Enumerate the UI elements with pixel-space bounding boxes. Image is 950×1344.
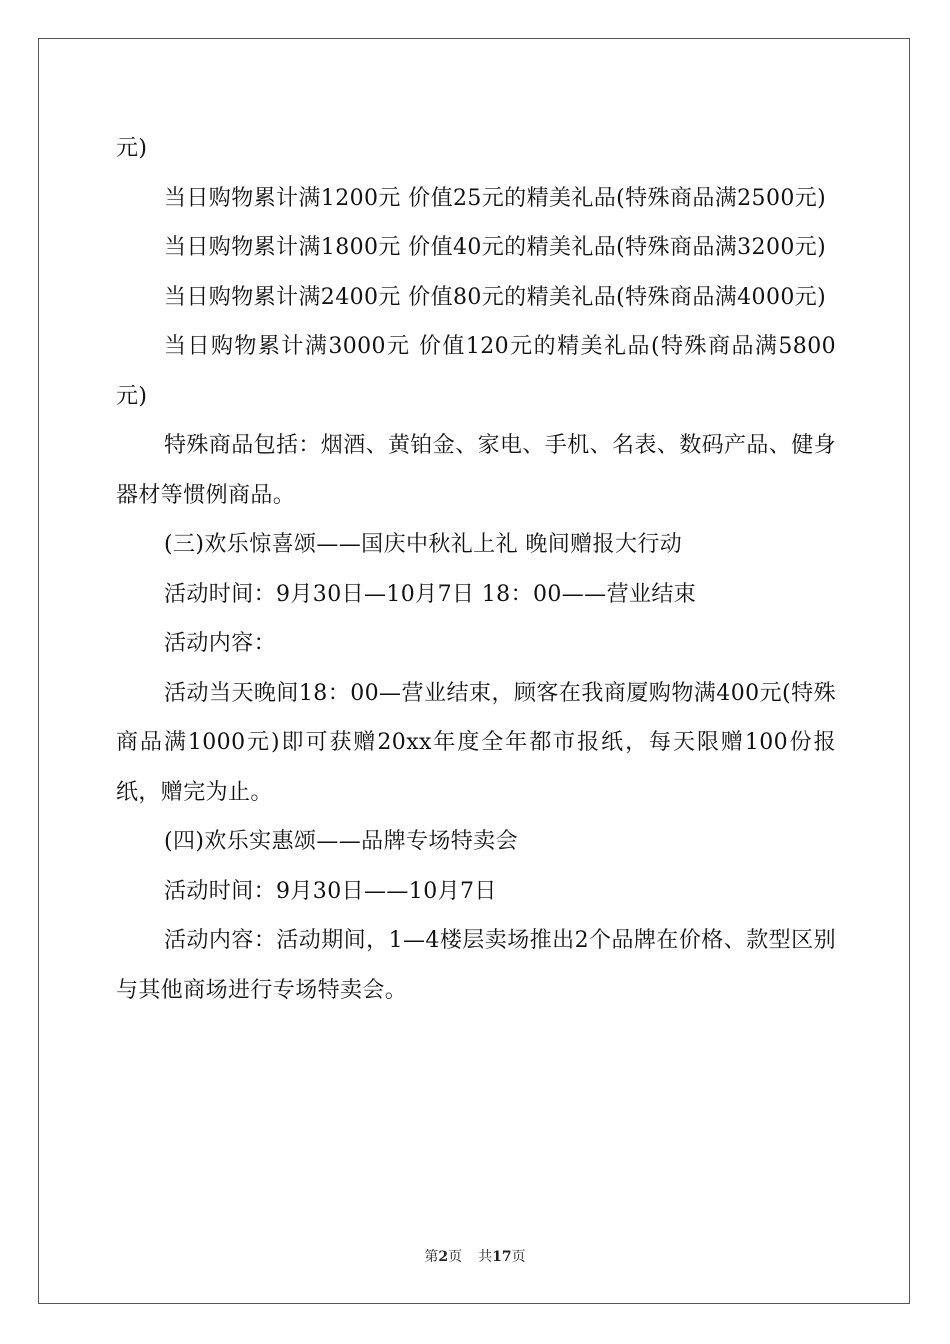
paragraph: 元): [116, 136, 148, 161]
paragraph: 当日购物累计满2400元 价值80元的精美礼品(特殊商品满4000元): [164, 284, 827, 310]
total-suffix: 页: [511, 1249, 526, 1265]
page-footer: [0, 1246, 950, 1266]
page-number: 2: [438, 1249, 449, 1265]
paragraph: 活动内容：: [164, 631, 277, 656]
paragraph: 活动内容：活动期间，1—4楼层卖场推出2个品牌在价格、款型区别与其他商场进行专场特卖会。: [116, 928, 836, 1003]
page-suffix: 页: [448, 1249, 463, 1265]
total-pages: 17: [492, 1249, 512, 1265]
paragraph: 当日购物累计满1800元 价值40元的精美礼品(特殊商品满3200元): [164, 235, 827, 260]
paragraph: 活动时间：9月30日——10月7日: [164, 878, 497, 904]
section-heading: (四)欢乐实惠颂——品牌专场特卖会: [164, 829, 518, 854]
paragraph: 当日购物累计满1200元 价值25元的精美礼品(特殊商品满2500元): [164, 185, 827, 211]
section-heading: (三)欢乐惊喜颂——国庆中秋礼上礼 晚间赠报大行动: [164, 532, 683, 557]
total-prefix: 共: [478, 1249, 493, 1265]
paragraph: 特殊商品包括：烟酒、黄铂金、家电、手机、名表、数码产品、健身器材等惯例商品。: [116, 433, 837, 508]
paragraph: 当日购物累计满3000元 价值120元的精美礼品(特殊商品满5800元): [116, 334, 836, 409]
paragraph: 活动当天晚间18：00—营业结束，顾客在我商厦购物满400元(特殊商品满1000元)即可获赠20xx年度全年都市报纸，每天限赠100份报纸，赠完为止。: [116, 680, 836, 805]
page-prefix: 第: [424, 1249, 439, 1265]
paragraph: 活动时间：9月30日—10月7日 18：00——营业结束: [164, 581, 697, 607]
document-body: [116, 124, 836, 1015]
